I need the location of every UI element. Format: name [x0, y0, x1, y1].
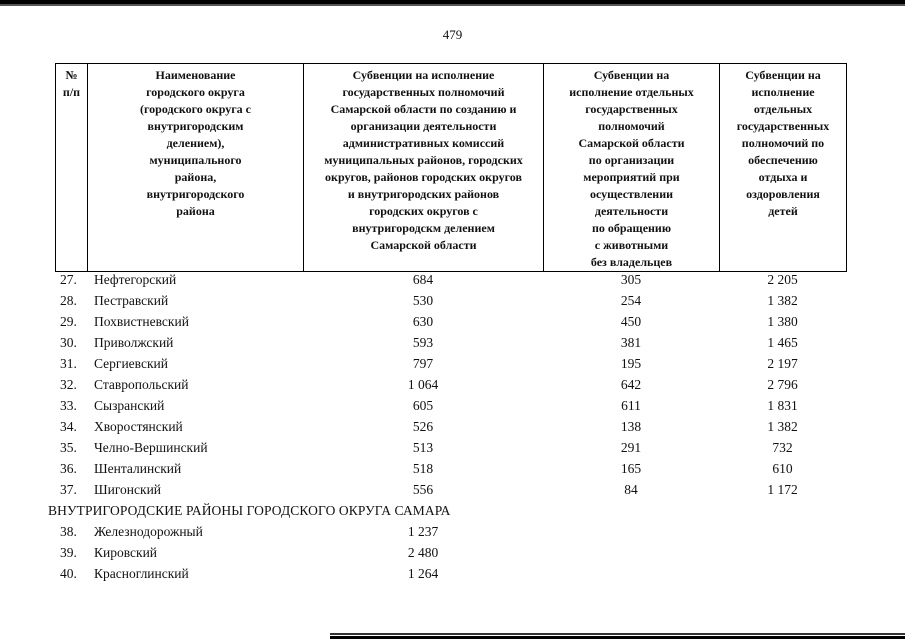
row-number: 39. [60, 545, 77, 560]
row-number: 35. [60, 440, 77, 455]
table-row [55, 396, 846, 417]
table-row [55, 459, 846, 480]
row-value-children: 1 831 [767, 398, 798, 413]
row-name: Нефтегорский [94, 272, 177, 287]
row-number: 30. [60, 335, 77, 350]
table-row [55, 564, 846, 585]
row-value-children: 2 796 [767, 377, 798, 392]
row-name: Ставропольский [94, 377, 189, 392]
row-value-children: 1 172 [767, 482, 798, 497]
row-number: 34. [60, 419, 77, 434]
row-value-admin: 530 [412, 293, 434, 308]
row-value-admin: 1 064 [407, 377, 439, 392]
row-value-children: 1 380 [767, 314, 798, 329]
row-value-children: 1 382 [767, 293, 798, 308]
table-header [55, 63, 847, 272]
section-title: ВНУТРИГОРОДСКИЕ РАЙОНЫ ГОРОДСКОГО ОКРУГА САМАРА [48, 503, 451, 518]
row-value-animals: 642 [620, 377, 642, 392]
table-row [55, 480, 846, 501]
header-row [56, 64, 847, 272]
section-heading-row [48, 501, 846, 522]
table-row [55, 522, 846, 543]
row-value-admin: 513 [412, 440, 434, 455]
row-value-admin: 630 [412, 314, 434, 329]
row-value-admin: 518 [412, 461, 434, 476]
row-value-children: 2 205 [767, 272, 798, 287]
row-name: Шенталинский [94, 461, 182, 476]
table-row [55, 438, 846, 459]
bottom-border-rule-secondary [330, 636, 905, 639]
row-number: 37. [60, 482, 77, 497]
row-value-admin: 684 [412, 272, 434, 287]
row-value-animals: 254 [620, 293, 642, 308]
row-name: Хворостянский [94, 419, 183, 434]
table-row [55, 417, 846, 438]
header-col-children-rest: Субвенции на исполнение отдельных государственных полномочий по обеспечению отдыха и оздоровления детей [720, 64, 847, 272]
row-value-children: 2 197 [767, 356, 798, 371]
top-border-rule-secondary [0, 4, 905, 6]
row-number: 33. [60, 398, 77, 413]
table-row [55, 333, 846, 354]
row-number: 32. [60, 377, 77, 392]
row-number: 40. [60, 566, 77, 581]
table-body [48, 270, 846, 585]
header-col-number: № п/п [56, 64, 88, 272]
row-value-admin: 797 [412, 356, 434, 371]
row-value-children: 1 382 [767, 419, 798, 434]
row-name: Кировский [94, 545, 158, 560]
table-row [55, 543, 846, 564]
row-value-admin: 556 [412, 482, 434, 497]
bottom-border-rule [330, 633, 905, 635]
row-name: Красноглинский [94, 566, 189, 581]
row-value-animals: 305 [620, 272, 642, 287]
row-name: Сергиевский [94, 356, 168, 371]
row-name: Сызранский [94, 398, 165, 413]
row-name: Пестравский [94, 293, 169, 308]
row-value-animals: 381 [620, 335, 642, 350]
row-value-children: 1 465 [767, 335, 798, 350]
header-col-admin-commissions: Субвенции на исполнение государственных полномочий Самарской области по созданию и организации деятельности административных комиссий муниципальных районов, городских округов, районов городских округов и внутригородских районов городских округов с внутригородскм делением Самарской области [304, 64, 544, 272]
row-name: Шигонский [94, 482, 162, 497]
row-name: Железнодорожный [94, 524, 203, 539]
header-col-animals: Субвенции на исполнение отдельных государственных полномочий Самарской области по организации мероприятий при осуществлении деятельности по обращению с животными без владельцев [544, 64, 720, 272]
row-value-animals: 165 [620, 461, 642, 476]
row-value-admin: 526 [412, 419, 434, 434]
row-value-admin: 593 [412, 335, 434, 350]
row-name: Челно-Вершинский [94, 440, 208, 455]
row-value-children: 610 [772, 461, 793, 476]
row-number: 29. [60, 314, 77, 329]
table-row [55, 375, 846, 396]
row-value-admin: 2 480 [407, 545, 439, 560]
row-name: Приволжский [94, 335, 174, 350]
row-value-admin: 1 237 [407, 524, 439, 539]
row-value-children: 732 [772, 440, 793, 455]
table-row [55, 354, 846, 375]
row-value-animals: 138 [620, 419, 642, 434]
row-value-animals: 611 [621, 398, 641, 413]
table-row [55, 291, 846, 312]
row-value-animals: 84 [624, 482, 638, 497]
row-value-animals: 450 [620, 314, 642, 329]
row-number: 27. [60, 272, 77, 287]
table-row [55, 312, 846, 333]
table-row [55, 270, 846, 291]
row-value-admin: 605 [412, 398, 434, 413]
row-value-admin: 1 264 [407, 566, 439, 581]
page-number: 479 [442, 27, 463, 42]
row-name: Похвистневский [94, 314, 189, 329]
row-number: 38. [60, 524, 77, 539]
row-number: 28. [60, 293, 77, 308]
header-col-name: Наименование городского округа (городского округа с внутригородским делением), муниципального района, внутригородского района [88, 64, 304, 272]
row-value-animals: 195 [620, 356, 642, 371]
row-value-animals: 291 [620, 440, 642, 455]
row-number: 31. [60, 356, 77, 371]
row-number: 36. [60, 461, 77, 476]
